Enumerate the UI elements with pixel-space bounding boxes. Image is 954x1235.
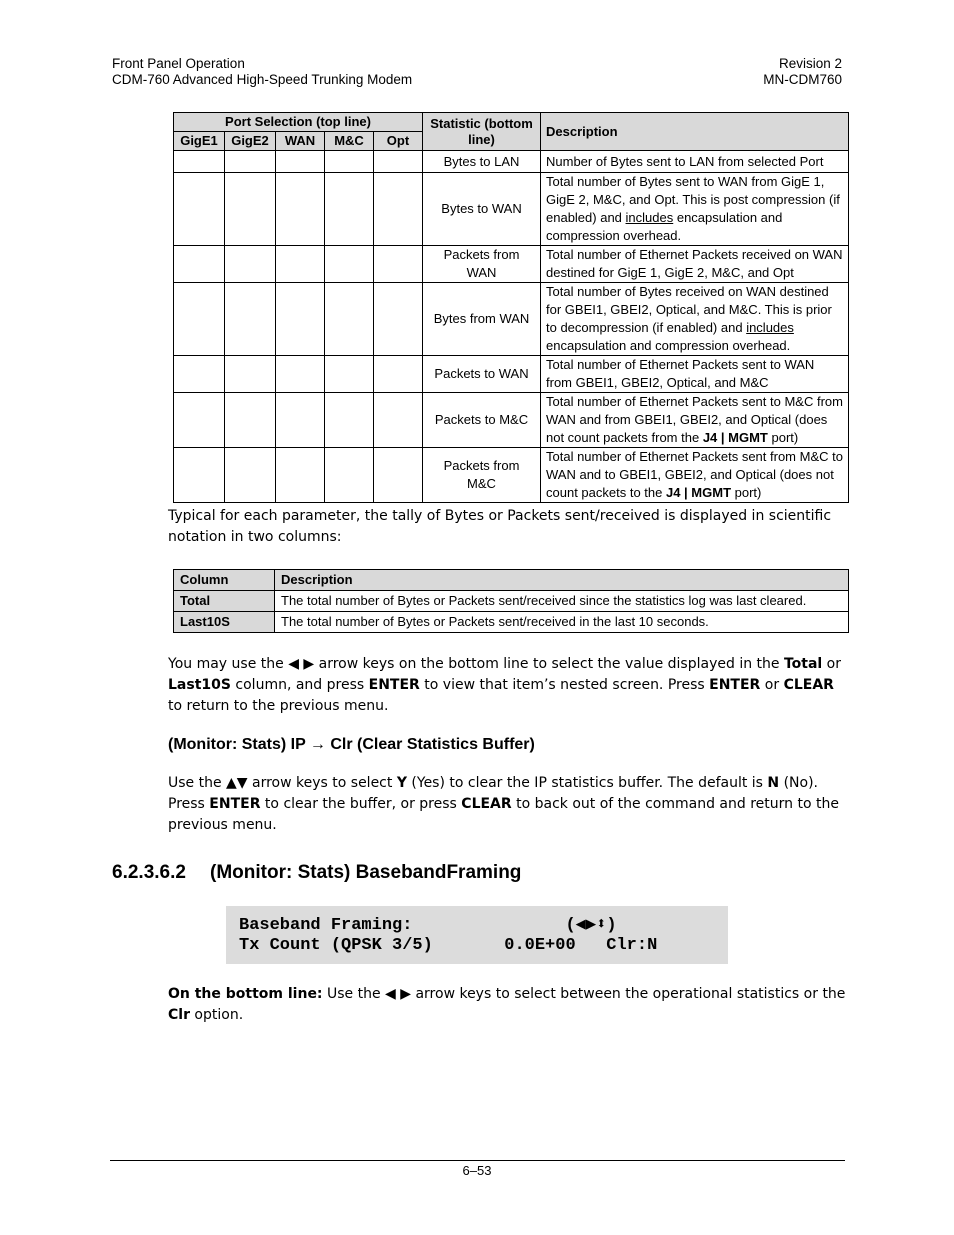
port-cell bbox=[225, 393, 276, 448]
lcd-top-line: Baseband Framing: (◀▶⬍) bbox=[239, 916, 617, 935]
running-header-right bbox=[763, 56, 842, 88]
port-cell bbox=[374, 356, 423, 393]
port-header: WAN bbox=[276, 132, 325, 151]
column-description: The total number of Bytes or Packets sent/received in the last 10 seconds. bbox=[275, 612, 849, 633]
table-row bbox=[174, 591, 849, 612]
port-cell bbox=[174, 151, 225, 173]
column-description: The total number of Bytes or Packets sent/received since the statistics log was last cleared. bbox=[275, 591, 849, 612]
port-cell bbox=[325, 151, 374, 173]
port-cell bbox=[325, 393, 374, 448]
table-row bbox=[174, 246, 849, 283]
port-cell bbox=[276, 393, 325, 448]
port-cell bbox=[374, 393, 423, 448]
header-manual-number: MN-CDM760 bbox=[763, 72, 842, 87]
table-row bbox=[174, 612, 849, 633]
port-cell bbox=[174, 283, 225, 356]
statistic-name: Bytes from WAN bbox=[423, 283, 541, 356]
port-cell bbox=[325, 448, 374, 503]
column-description-table bbox=[173, 569, 849, 633]
port-cell bbox=[276, 173, 325, 246]
port-cell bbox=[174, 246, 225, 283]
paragraph-notation: Typical for each parameter, the tally of Bytes or Packets sent/received is displayed in scientific notation in two columns: bbox=[168, 508, 832, 545]
statistic-description: Number of Bytes sent to LAN from selected Port bbox=[541, 151, 849, 173]
paragraph-bottom-line: On the bottom line: Use the ◀ ▶ arrow keys to select between the operational statistics or the Clr option. bbox=[168, 986, 846, 1023]
statistic-name: Packets to M&C bbox=[423, 393, 541, 448]
port-cell bbox=[276, 283, 325, 356]
port-cell bbox=[276, 246, 325, 283]
statistic-name: Packets to WAN bbox=[423, 356, 541, 393]
port-cell bbox=[276, 151, 325, 173]
statistic-header: Statistic (bottom line) bbox=[423, 113, 541, 151]
port-cell bbox=[174, 448, 225, 503]
page-number: 6–53 bbox=[462, 1163, 492, 1178]
port-cell bbox=[374, 283, 423, 356]
statistic-description: Total number of Ethernet Packets sent to WAN from GBEI1, GBEI2, Optical, and M&C bbox=[541, 356, 849, 393]
port-header: GigE1 bbox=[174, 132, 225, 151]
port-cell bbox=[325, 173, 374, 246]
paragraph-arrow-keys: You may use the ◀ ▶ arrow keys on the bottom line to select the value displayed in the Total or Last10S column, and press ENTER to view that item’s nested screen. Press ENTER or CLEAR to return to the previous menu. bbox=[168, 656, 841, 714]
port-cell bbox=[374, 246, 423, 283]
header-revision: Revision 2 bbox=[778, 56, 842, 71]
subsection-heading-clear-buffer: (Monitor: Stats) IP → Clr (Clear Statistics Buffer) bbox=[168, 736, 535, 753]
port-statistics-table bbox=[173, 112, 849, 503]
section-heading-baseband-framing bbox=[112, 862, 521, 884]
running-header-left bbox=[112, 56, 412, 88]
statistic-name: Bytes to WAN bbox=[423, 173, 541, 246]
port-cell bbox=[174, 393, 225, 448]
table-row bbox=[174, 283, 849, 356]
port-cell bbox=[174, 356, 225, 393]
port-cell bbox=[374, 151, 423, 173]
statistic-description: Total number of Bytes sent to WAN from GigE 1, GigE 2, M&C, and Opt. This is post compression (if enabled) and includes encapsulation and compression overhead. bbox=[541, 173, 849, 246]
description-header: Description bbox=[541, 113, 849, 151]
statistic-description: Total number of Ethernet Packets sent from M&C to WAN and to GBEI1, GBEI2, and Optical (does not count packets to the J4 | MGMT port) bbox=[541, 448, 849, 503]
statistic-name: Packets from M&C bbox=[423, 448, 541, 503]
port-header: M&C bbox=[325, 132, 374, 151]
port-header: GigE2 bbox=[225, 132, 276, 151]
port-cell bbox=[374, 448, 423, 503]
port-cell bbox=[225, 151, 276, 173]
port-cell bbox=[325, 246, 374, 283]
port-cell bbox=[325, 283, 374, 356]
column-header: Column bbox=[174, 570, 275, 591]
port-cell bbox=[276, 356, 325, 393]
table-row bbox=[174, 151, 849, 173]
statistic-description: Total number of Ethernet Packets sent to M&C from WAN and from GBEI1, GBEI2, and Optical (does not count packets from the J4 | MGMT port) bbox=[541, 393, 849, 448]
table-row bbox=[174, 448, 849, 503]
port-selection-header: Port Selection (top line) bbox=[174, 113, 423, 132]
section-number: 6.2.3.6.2 bbox=[112, 862, 186, 883]
footer-rule bbox=[110, 1160, 845, 1161]
paragraph-clear-buffer: Use the ▲▼ arrow keys to select Y (Yes) to clear the IP statistics buffer. The default is N (No). Press ENTER to clear the buffer, or press CLEAR to back out of the command and return to the previous menu. bbox=[168, 775, 839, 833]
statistic-name: Packets from WAN bbox=[423, 246, 541, 283]
port-cell bbox=[225, 356, 276, 393]
header-product: CDM-760 Advanced High-Speed Trunking Modem bbox=[112, 72, 413, 87]
port-cell bbox=[225, 246, 276, 283]
port-cell bbox=[225, 448, 276, 503]
port-cell bbox=[174, 173, 225, 246]
front-panel-lcd-display bbox=[226, 906, 728, 964]
section-title: (Monitor: Stats) BasebandFraming bbox=[210, 862, 522, 883]
port-header: Opt bbox=[374, 132, 423, 151]
port-cell bbox=[225, 173, 276, 246]
statistic-description: Total number of Bytes received on WAN destined for GBEI1, GBEI2, Optical, and M&C. This is prior to decompression (if enabled) and includes encapsulation and compression overhead. bbox=[541, 283, 849, 356]
port-cell bbox=[276, 448, 325, 503]
lcd-bottom-line: Tx Count (QPSK 3/5) 0.0E+00 Clr:N bbox=[239, 936, 658, 955]
port-cell bbox=[225, 283, 276, 356]
statistic-name: Bytes to LAN bbox=[423, 151, 541, 173]
port-cell bbox=[325, 356, 374, 393]
header-chapter: Front Panel Operation bbox=[112, 56, 245, 71]
column-name: Total bbox=[174, 591, 275, 612]
column-name: Last10S bbox=[174, 612, 275, 633]
statistic-description: Total number of Ethernet Packets received on WAN destined for GigE 1, GigE 2, M&C, and Opt bbox=[541, 246, 849, 283]
table-row bbox=[174, 356, 849, 393]
table-row bbox=[174, 173, 849, 246]
port-cell bbox=[374, 173, 423, 246]
table-row bbox=[174, 393, 849, 448]
col-description-header: Description bbox=[275, 570, 849, 591]
